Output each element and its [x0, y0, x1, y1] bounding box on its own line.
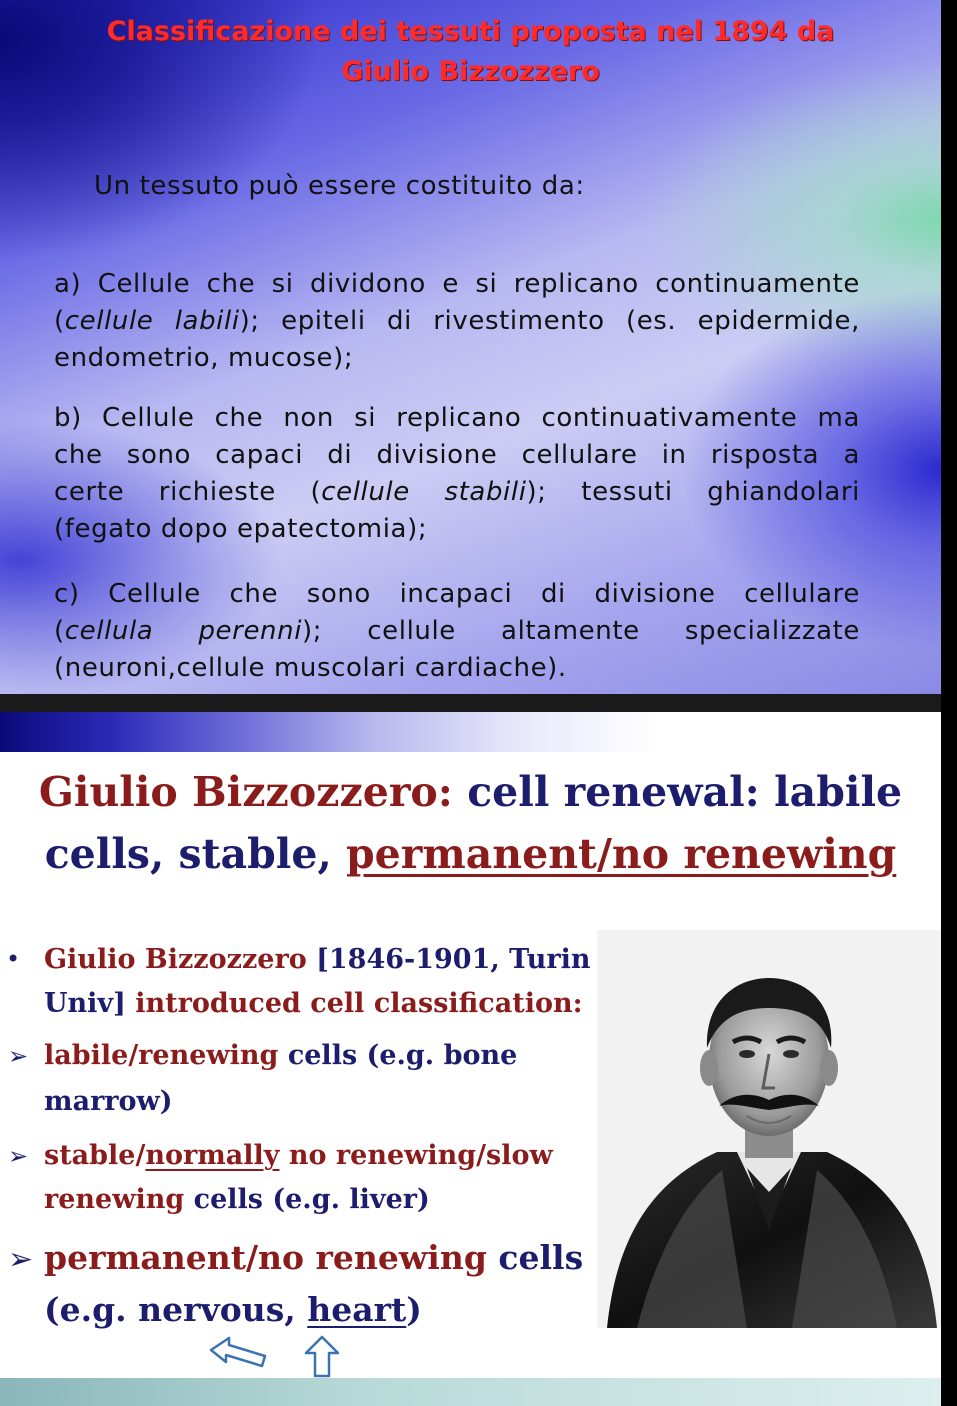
paragraph-a-line1: a) Cellule che si dividono e si replicano continuamente	[54, 269, 860, 299]
bullet2-line1: labile/renewing cells (e.g. bone	[44, 1040, 518, 1071]
paragraph-a-line3: endometrio, mucose);	[54, 343, 354, 373]
slide1-title-line1: Classificazione dei tessuti proposta nel 1894 da	[106, 16, 835, 47]
arrow-bullet-icon: ➢	[8, 1242, 34, 1277]
arrow-bullet-icon: ➢	[8, 1142, 29, 1170]
cellule-stabili-term: cellule stabili	[321, 477, 527, 507]
top-gradient-band	[0, 712, 941, 752]
arrow-annotation-up-icon	[300, 1334, 344, 1378]
paragraph-c-line2: (cellula perenni); cellule altamente specializzate	[54, 616, 860, 646]
paragraph-a	[54, 266, 860, 377]
bullet4-line2: (e.g. nervous, heart)	[44, 1290, 422, 1329]
bullet-dot: •	[6, 945, 21, 973]
paragraph-a-line2: (cellule labili); epiteli di rivestimento (es. epidermide,	[54, 306, 860, 336]
bullet1-line2: Univ] introduced cell classification:	[44, 988, 583, 1019]
paragraph-b-line3: certe richieste (cellule stabili); tessuti ghiandolari	[54, 477, 860, 507]
slide-italian-classification	[0, 0, 941, 694]
paragraph-c-line1: c) Cellule che sono incapaci di divisione cellulare	[54, 579, 860, 609]
slide-divider	[0, 694, 941, 712]
paragraph-b-line2: che sono capaci di divisione cellulare in risposta a	[54, 440, 860, 470]
bottom-gradient-band	[0, 1378, 941, 1406]
bullet3-line1: stable/normally no renewing/slow	[44, 1140, 553, 1171]
slide2-title-line2: cells, stable, permanent/no renewing	[44, 830, 897, 878]
cellule-labili-term: cellule labili	[64, 306, 240, 336]
paragraph-b	[54, 400, 860, 548]
bullet1-line1: Giulio Bizzozzero [1846-1901, Turin	[44, 944, 591, 975]
slide-english-classification	[0, 712, 941, 1406]
bullet2-line2: marrow)	[44, 1086, 173, 1117]
slide1-intro: Un tessuto può essere costituito da:	[94, 171, 585, 201]
arrow-bullet-icon: ➢	[8, 1042, 29, 1070]
paragraph-c-line3: (neuroni,cellule muscolari cardiache).	[54, 653, 567, 683]
portrait-giulio-bizzozzero	[597, 930, 941, 1328]
paragraph-c	[54, 576, 860, 687]
bullet4-line1: permanent/no renewing cells	[44, 1238, 584, 1277]
slide2-title-line1: Giulio Bizzozzero: cell renewal: labile	[38, 768, 903, 816]
paragraph-b-line1: b) Cellule che non si replicano continuativamente ma	[54, 403, 860, 433]
arrow-annotation-left-icon	[205, 1336, 275, 1372]
paragraph-b-line4: (fegato dopo epatectomia);	[54, 514, 428, 544]
cellula-perenni-term: cellula perenni	[64, 616, 303, 646]
bullet3-line2: renewing cells (e.g. liver)	[44, 1184, 430, 1215]
slide1-title-line2: Giulio Bizzozzero	[341, 56, 600, 87]
